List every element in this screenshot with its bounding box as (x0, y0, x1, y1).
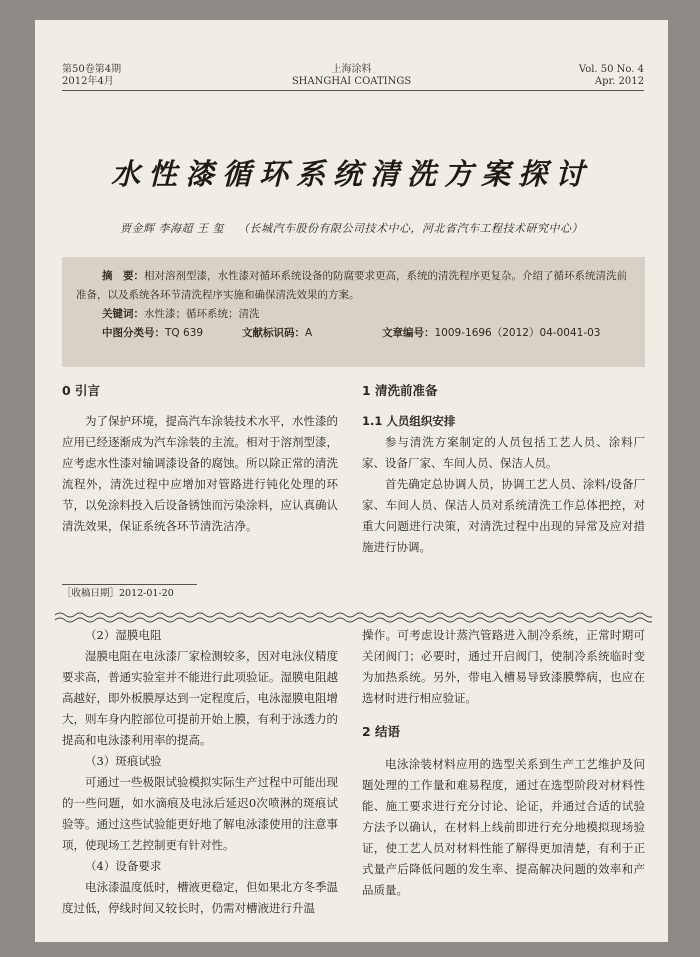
keywords-text: 水性漆；循环系统；清洗 (144, 308, 260, 320)
header-journal-name (35, 64, 668, 88)
journal-page (35, 20, 668, 942)
wavy-line-2 (55, 618, 652, 622)
classification-line (76, 324, 631, 343)
section-1-1-heading: 1.1 人员组织安排 (362, 414, 456, 428)
right-column-bottom (362, 625, 645, 901)
clc-label: 中图分类号： (102, 327, 165, 339)
section-1-heading: 1 清洗前准备 (362, 383, 438, 398)
abstract-box (62, 257, 645, 367)
abstract-paragraph (76, 267, 631, 305)
received-date-footnote: ［收稿日期］2012-01-20 (62, 588, 174, 599)
spot-test-heading: （3）斑痕试验 (85, 754, 162, 768)
equipment-heading: （4）设备要求 (85, 859, 162, 873)
wet-film-heading: （2）湿膜电阻 (85, 628, 162, 642)
header-journal-en: SHANGHAI COATINGS (291, 76, 412, 87)
abstract-text: 相对溶剂型漆，水性漆对循环系统设备的防腐要求更高，系统的清洗程序更复杂。介绍了循环系统清洗前准备，以及系统各环节清洗程序实施和确保清洗效果的方案。 (76, 270, 627, 301)
article-no-label: 文章编号： (382, 327, 435, 339)
footnote-rule (62, 584, 197, 585)
personnel-paragraph-1: 参与清洗方案制定的人员包括工艺人员、涂料厂家、设备厂家、车间人员、保洁人员。 (362, 435, 645, 470)
header-month: Apr. 2012 (594, 76, 644, 87)
keywords-line (76, 305, 631, 324)
author-line (35, 220, 668, 236)
header-rule (62, 90, 644, 91)
personnel-paragraph-2: 首先确定总协调人员，协调工艺人员、涂料/设备厂家、车间人员、保洁人员对系统清洗工作总体把控，对重大问题进行决策，对清洗过程中出现的异常及应对措施进行协调。 (362, 477, 645, 554)
header-vol-no: Vol. 50 No. 4 (578, 64, 644, 75)
left-column-top (62, 380, 338, 537)
doc-code-label: 文献标识码： (242, 327, 305, 339)
spot-test-paragraph: 可通过一些极限试验模拟实际生产过程中可能出现的一些问题，如水滴痕及电泳后延迟0次喷淋的斑痕试验等。通过这些试验能更好地了解电泳漆使用的注意事项，使现场工艺控制更有针对性。 (62, 775, 338, 852)
header-volume: 第50卷第4期 (62, 64, 122, 75)
wavy-line-1 (55, 613, 652, 617)
conclusion-paragraph: 电泳涂装材料应用的选型关系到生产工艺维护及问题处理的工作量和难易程度，通过在选型阶段对材料性能、施工要求进行充分讨论、论证，并通过合适的试验方法予以确认，在材料上线前即进行充分地模拟现场验证，使工艺人员对材料性能了解得更加清楚，有利于正式量产后降低问题的发生率、提高解决问题的效率和产品质量。 (362, 757, 645, 897)
author-affiliation: （长城汽车股份有限公司技术中心，河北省汽车工程技术研究中心） (238, 222, 583, 235)
clc-value: TQ 639 (165, 327, 204, 339)
article-title: 水性漆循环系统清洗方案探讨 (110, 157, 592, 191)
header-journal-cn: 上海涂料 (331, 64, 372, 75)
left-column-bottom (62, 625, 338, 919)
abstract-label: 摘 要： (102, 270, 144, 282)
header-volume-en (579, 64, 644, 88)
equipment-paragraph: 电泳漆温度低时，槽液更稳定，但如果北方冬季温度过低，停线时间又较长时，仍需对槽液进行升温 (62, 880, 338, 915)
section-2-heading: 2 结语 (362, 724, 401, 739)
right-column-top (362, 380, 645, 558)
keywords-label: 关键词： (102, 308, 144, 320)
section-0-heading: 0 引言 (62, 383, 101, 398)
article-no-value: 1009-1696（2012）04-0041-03 (434, 327, 601, 339)
equipment-continued-paragraph: 操作。可考虑设计蒸汽管路进入制冷系统，正常时期可关闭阀门；必要时，通过开启阀门，使制冷系统临时变为加热系统。另外，带电入槽易导致漆膜弊病，也应在选材时进行相应验证。 (362, 628, 645, 705)
header-date: 2012年4月 (62, 76, 114, 87)
author-names: 贾金辉 李海超 王 玺 (120, 222, 224, 235)
intro-paragraph: 为了保护环境，提高汽车涂装技术水平，水性漆的应用已经逐渐成为汽车涂装的主流。相对于溶剂型漆，应考虑水性漆对输调漆设备的腐蚀。所以除正常的清洗流程外，清洗过程中应增加对管路进行钝化处理的环节，以免涂料投入后设备锈蚀而污染涂料，应认真确认清洗效果，保证系统各环节清洗洁净。 (62, 414, 338, 533)
wet-film-paragraph: 湿膜电阻在电泳漆厂家检测较多，因对电泳仪精度要求高，普通实验室并不能进行此项验证。湿膜电阻越高越好，即外板膜厚达到一定程度后，电泳湿膜电阻增大，则车身内腔部位可提前开始上膜，有利于泳透力的提高和电泳漆利用率的提高。 (62, 649, 338, 747)
doc-code-value: A (305, 327, 313, 339)
